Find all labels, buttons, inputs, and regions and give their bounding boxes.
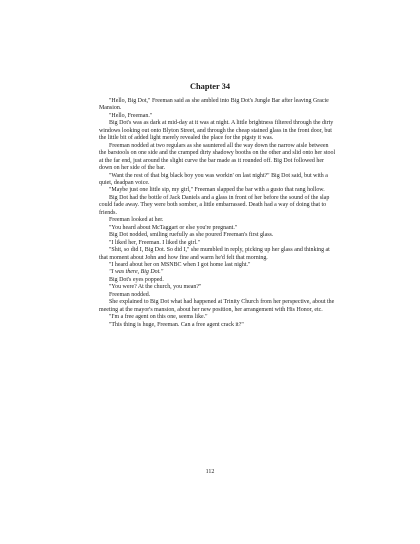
paragraph: "You heard about McTaggart or else you're pregnant."	[109, 224, 238, 231]
paragraph: "Maybe just one little sip, my girl," Freeman slapped the bar with a gusto that rang hollow.	[109, 187, 325, 194]
paragraph: "I heard about her on MSNBC when I got home last night."	[109, 261, 251, 268]
paragraph: "This thing is huge, Freeman. Can a free agent crack it?"	[109, 321, 244, 328]
paragraph: "Shit, so did I, Big Dot. So did I," she mumbled in reply, picking up her glass and thinking at that moment about John and how fine and warm he'd felt that morning.	[99, 247, 330, 261]
page-number: 112	[205, 469, 215, 475]
paragraph: Big Dot's eyes popped.	[109, 276, 164, 283]
paragraph: "Hello, Freeman."	[109, 112, 153, 119]
paragraph: She explained to Big Dot what had happened at Trinity Church from her perspective, about the meeting at the mayor's mansion, about her new position, her arrangement with His Honor, etc.	[99, 299, 335, 313]
paragraph: Big Dot's was as dark at mid-day at it was at night. A little brightness filtered through the dirty windows looking out onto Blyton Street, and through the cheap stained glass in the front door, but the little bit of added light merely revealed the place for the pigsty it was.	[99, 120, 334, 142]
paragraph: "Want the rest of that big black boy you was workin' on last night?" Big Dot said, but with a quiet, deadpan voice.	[99, 172, 328, 186]
paragraph: Big Dot had the bottle of Jack Daniels and a glass in front of her before the sound of the slap could fade away. They were both somber, a little embarrassed. Death had a way of doing that to friends.	[99, 194, 330, 216]
paragraph: "Hello, Big Dot," Freeman said as she ambled into Big Dot's Jungle Bar after leaving Gracie Mansion.	[99, 98, 329, 112]
paragraph: Big Dot nodded, smiling ruefully as she poured Freeman's first glass.	[109, 232, 274, 239]
paragraph: "I liked her, Freeman. I liked the girl."	[109, 239, 201, 246]
body-text	[99, 98, 337, 329]
paragraph-italic	[99, 269, 337, 276]
italic-text: "I was there, Big Dot."	[109, 269, 164, 276]
chapter-title: Chapter 34	[189, 82, 231, 91]
paragraph: Freeman nodded at two regulars as she sauntered all the way down the narrow aisle between the barstools on one side and the cramped dirty shadowy booths on the other and slid onto her stool at the far end, just around the slight curve the bar made as it rounded off. Big Dot followed her down on her side of the bar.	[99, 142, 336, 172]
paragraph: Freeman nodded.	[109, 291, 151, 298]
paragraph: "I'm a free agent on this one, seems like."	[109, 314, 208, 321]
paragraph: Freeman looked at her.	[109, 217, 164, 224]
paragraph: "You were? At the church, you mean?"	[109, 284, 202, 291]
